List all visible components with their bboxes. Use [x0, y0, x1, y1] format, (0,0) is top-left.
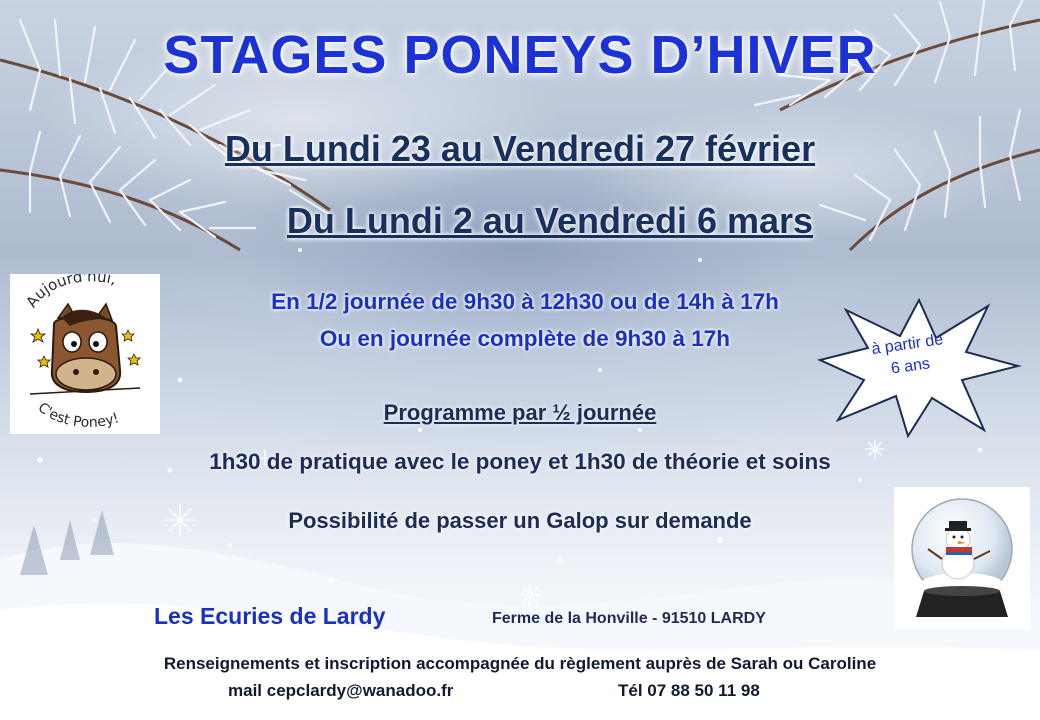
contact-phone: Tél 07 88 50 11 98 — [618, 681, 760, 700]
snowglobe-image — [894, 487, 1030, 629]
dates-second-session: Du Lundi 2 au Vendredi 6 mars — [286, 200, 814, 241]
poster-title: STAGES PONEYS D’HIVER — [163, 25, 877, 85]
hours-half-day: En 1/2 journée de 9h30 à 12h30 ou de 14h à 17h — [271, 289, 779, 314]
club-address: Ferme de la Honville - 91510 LARDY — [492, 610, 766, 627]
hours-full-day: Ou en journée complète de 9h30 à 17h — [319, 326, 731, 351]
program-heading: Programme par ½ journée — [383, 400, 657, 425]
club-name: Les Ecuries de Lardy — [154, 603, 386, 629]
logo-bottom-text: C'est Poney! — [34, 399, 122, 431]
svg-text:Aujourd'hui, — [22, 274, 118, 311]
age-badge-line2: 6 ans — [889, 355, 932, 378]
dates-first-session: Du Lundi 23 au Vendredi 27 février — [224, 128, 816, 169]
age-badge-line1: à partir de — [870, 331, 945, 359]
logo-top-text: Aujourd'hui, — [22, 274, 119, 311]
snowman-snowglobe-icon — [894, 487, 1030, 629]
program-details: 1h30 de pratique avec le poney et 1h30 de théorie et soins — [209, 449, 831, 474]
contact-email: mail cepclardy@wanadoo.fr — [228, 681, 454, 700]
galop-note: Possibilité de passer un Galop sur demande — [288, 508, 752, 533]
registration-info: Renseignements et inscription accompagnée du règlement auprès de Sarah ou Caroline — [163, 654, 877, 673]
